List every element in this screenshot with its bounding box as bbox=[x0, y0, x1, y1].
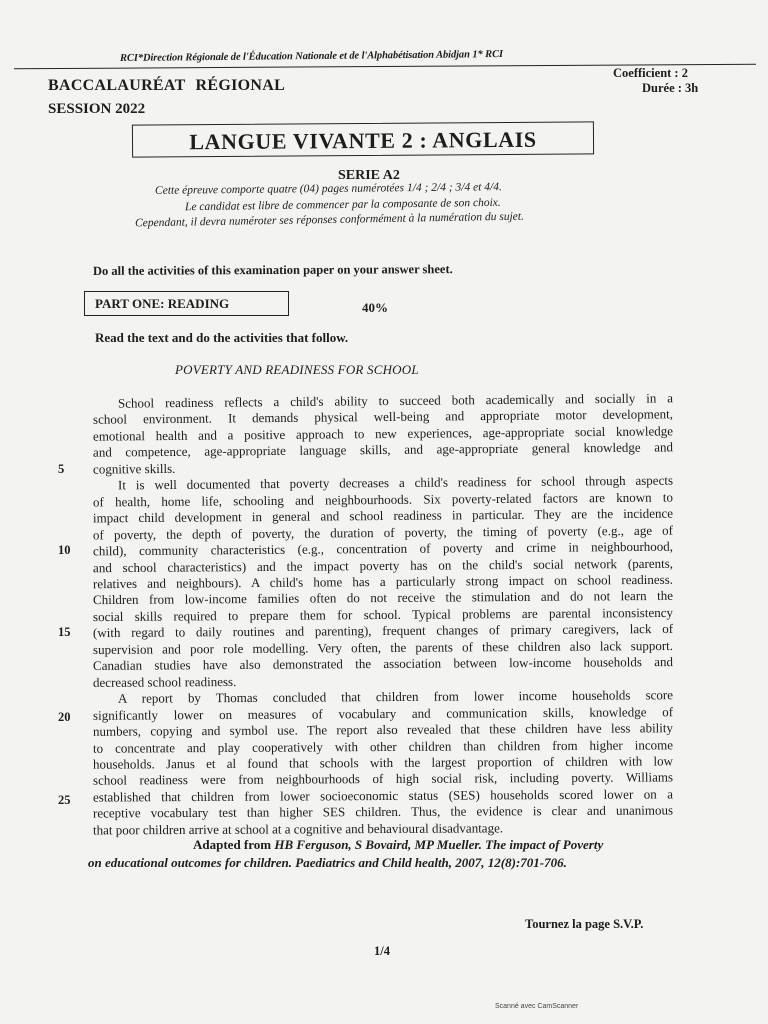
text-line: school environment. It demands physical well-being and appropriate motor development, bbox=[92, 406, 674, 428]
exam-title bbox=[48, 77, 285, 95]
part-one-label: PART ONE: READING bbox=[84, 291, 289, 316]
text-line: and competence, age-appropriate language skills, and age-appropriate general knowledge and bbox=[92, 439, 674, 461]
duration-label: Durée : 3h bbox=[642, 81, 699, 95]
text-line: cognitive skills. bbox=[92, 460, 176, 477]
text-line: emotional health and a positive approach to new experiences, age-appropriate social knowledge bbox=[92, 423, 674, 444]
text-line: Children from low-income families often do not receive the stimulation and do not learn the bbox=[92, 588, 674, 608]
turn-page-note: Tournez la page S.V.P. bbox=[525, 917, 644, 931]
text-line: households. Janus et al found that schools with the largest proportion of children with low bbox=[92, 753, 674, 772]
text-line: school readiness were from neighbourhoods of high social risk, including poverty. Williams bbox=[92, 769, 674, 788]
part-weight: 40% bbox=[362, 300, 388, 315]
general-instruction: Do all the activities of this examination paper on your answer sheet. bbox=[92, 262, 453, 278]
session-label: SESSION 2022 bbox=[48, 101, 146, 117]
text-line: decreased school readiness. bbox=[92, 673, 237, 690]
text-line: relatives and neighbours). A child's home has a particularly strong impact on school readiness. bbox=[92, 571, 674, 592]
text-line: supervision and poor role modelling. Very often, the parents of these children also lack support. bbox=[92, 637, 674, 657]
text-line: A report by Thomas concluded that children from lower income households score bbox=[117, 687, 674, 706]
text-line: to concentrate and play cooperatively with other children than children from higher income bbox=[92, 736, 674, 756]
text-line: School readiness reflects a child's ability to succeed both academically and socially in a bbox=[117, 390, 674, 411]
scanner-watermark: Scanné avec CamScanner bbox=[495, 1003, 579, 1010]
text-line: that poor children arrive at school at a cognitive and behavioural disadvantage. bbox=[92, 820, 504, 838]
intro-line: Le candidat est libre de commencer par la composante de son choix. bbox=[184, 196, 501, 214]
subject-title: LANGUE VIVANTE 2 : ANGLAIS bbox=[132, 121, 594, 157]
line-number: 15 bbox=[58, 625, 71, 639]
text-line: (with regard to daily routines and parenting), frequent changes of primary caregivers, lack of bbox=[92, 621, 674, 641]
serie-label: SERIE A2 bbox=[338, 168, 400, 183]
source-citation-line2: on educational outcomes for children. Paediatrics and Child health, 2007, 12(8):701-706. bbox=[88, 855, 567, 870]
text-line: Canadian studies have also demonstrated the association between low-income households and bbox=[92, 654, 674, 674]
text-line: and school characteristics) and the impact poverty has on the child's social network (parents, bbox=[92, 555, 674, 575]
text-line: child), community characteristics (e.g., concentration of poverty and crime in neighbourhood, bbox=[92, 538, 674, 559]
text-line: significantly lower on measures of vocabulary and communication skills, knowledge of bbox=[92, 703, 674, 723]
text-line: impact child development in general and school readiness in particular. They are the incidence bbox=[92, 505, 674, 526]
text-line: numbers, copying and symbol use. The report also revealed that these children have less ability bbox=[92, 720, 674, 739]
text-line: receptive vocabulary test than higher SES children. Thus, the evidence is clear and unanimous bbox=[92, 802, 674, 821]
source-citation-line1 bbox=[193, 837, 603, 853]
line-number: 20 bbox=[58, 710, 71, 724]
page-number: 1/4 bbox=[374, 944, 390, 958]
text-title: POVERTY AND READINESS FOR SCHOOL bbox=[175, 362, 419, 377]
coefficient-label: Coefficient : 2 bbox=[613, 66, 688, 80]
text-line: of health, home life, schooling and neighbourhoods. Six poverty-related factors are known to bbox=[92, 489, 674, 510]
line-number: 5 bbox=[58, 462, 65, 476]
ministry-header: RCI*Direction Régionale de l'Éducation Nationale et de l'Alphabétisation Abidjan 1* RCI bbox=[119, 48, 504, 65]
line-number: 10 bbox=[58, 543, 71, 557]
text-line: It is well documented that poverty decreases a child's readiness for school through aspects bbox=[117, 472, 674, 493]
exam-title-regional: RÉGIONAL bbox=[195, 77, 286, 94]
intro-line: Cependant, il devra numéroter ses réponses conformément à la numération du sujet. bbox=[134, 210, 525, 230]
text-line: social skills required to prepare them for school. Typical problems are parental inconsistency bbox=[92, 604, 674, 625]
exam-title-bac: BACCALAURÉAT bbox=[48, 77, 186, 94]
line-number: 25 bbox=[58, 793, 71, 807]
source-prefix: Adapted from bbox=[193, 837, 272, 852]
text-line: of poverty, the depth of poverty, the duration of poverty, the timing of poverty (e.g., age of bbox=[92, 522, 674, 542]
reading-instruction: Read the text and do the activities that follow. bbox=[95, 330, 349, 345]
text-line: established that children from lower socioeconomic status (SES) households scored lower on a bbox=[92, 786, 674, 805]
source-authors: HB Ferguson, S Bovaird, MP Mueller. The impact of Poverty bbox=[274, 837, 604, 852]
intro-line: Cette épreuve comporte quatre (04) pages numérotées 1/4 ; 2/4 ; 3/4 et 4/4. bbox=[154, 181, 502, 197]
